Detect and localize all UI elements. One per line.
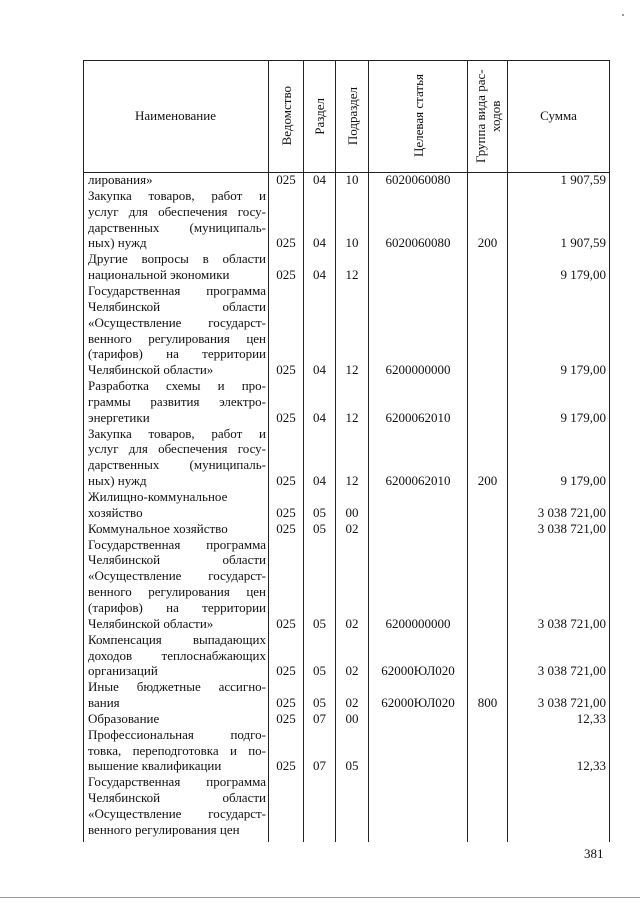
row-pod: 02: [345, 663, 359, 679]
row-name-line: вания: [88, 695, 120, 711]
row-sum: 1 907,59: [560, 235, 606, 251]
row-ved: 025: [276, 267, 296, 283]
row-raz: 05: [313, 504, 326, 520]
row-name-line: Компенсация выпадающих: [88, 631, 266, 647]
row-pod: 02: [345, 615, 359, 631]
row-name-line: венного регулирования цен: [88, 584, 266, 600]
row-name-line: Разработка схемы и про-: [88, 378, 266, 394]
row-name-line: «Осуществление государст-: [88, 568, 266, 584]
row-pod: 12: [345, 409, 359, 425]
row-cel: 62000ЮЛ020: [381, 663, 455, 679]
col-border: [609, 60, 610, 842]
row-pod: 10: [345, 172, 359, 187]
row-ved: 025: [276, 362, 296, 378]
row-name-line: лирования»: [88, 172, 153, 187]
budget-table: [83, 60, 610, 842]
row-sum: 9 179,00: [560, 267, 606, 283]
row-name-line: граммы развития электро-: [88, 393, 266, 409]
row-ved: 025: [276, 758, 296, 774]
row-raz: 05: [313, 695, 326, 711]
header-name: [83, 60, 268, 172]
row-sum: 3 038 721,00: [537, 663, 606, 679]
row-raz: 05: [313, 520, 326, 536]
row-raz: 07: [313, 710, 326, 726]
row-name-line: Другие вопросы в области: [88, 251, 266, 267]
row-name-line: энергетики: [88, 409, 150, 425]
row-pod: 10: [345, 235, 359, 251]
row-cel: 6200062010: [385, 409, 451, 425]
row-pod: 05: [345, 758, 359, 774]
row-grp: 200: [477, 235, 498, 251]
row-sum: 3 038 721,00: [537, 504, 606, 520]
row-ved: 025: [276, 615, 296, 631]
row-raz: 05: [313, 615, 326, 631]
row-sum: 9 179,00: [560, 362, 606, 378]
row-pod: 00: [345, 504, 359, 520]
row-name-line: Челябинской области: [88, 790, 266, 806]
row-raz: 04: [313, 235, 326, 251]
row-cel: 6020060080: [385, 235, 451, 251]
row-name-line: услуг для обеспечения госу-: [88, 203, 266, 219]
row-raz: 04: [313, 473, 326, 489]
row-cel: 6200000000: [385, 362, 451, 378]
row-name-line: Жилищно-коммунальное: [88, 489, 228, 504]
row-cel: 6200062010: [385, 473, 451, 489]
row-grp: 200: [477, 473, 498, 489]
row-pod: 12: [345, 362, 359, 378]
row-name-line: Государственная программа: [88, 282, 266, 298]
row-name-line: «Осуществление государст-: [88, 806, 266, 821]
row-pod: 02: [345, 695, 359, 711]
row-name-line: Закупка товаров, работ и: [88, 187, 266, 203]
row-raz: 05: [313, 663, 326, 679]
row-pod: 12: [345, 267, 359, 283]
header-gruppa: [468, 60, 507, 172]
row-name-line: венного регулирования цен: [88, 821, 240, 837]
header-summa-label: Сумма: [540, 108, 577, 123]
row-name-line: Образование: [88, 710, 160, 726]
row-sum: 12,33: [576, 758, 606, 774]
header-summa: [508, 60, 609, 172]
row-name-line: Челябинской области: [88, 552, 266, 568]
page-number: 381: [584, 846, 604, 861]
row-name-line: Закупка товаров, работ и: [88, 425, 266, 441]
header-podrazdel-label: Подраздел: [344, 86, 360, 146]
col-border: [467, 60, 468, 842]
row-grp: 800: [477, 695, 498, 711]
header-name-label: Наименование: [135, 108, 216, 123]
row-name-line: Челябинской области»: [88, 362, 214, 378]
row-ved: 025: [276, 235, 296, 251]
row-name-line: хозяйство: [88, 504, 143, 520]
header-razdel-label: Раздел: [312, 97, 327, 135]
row-raz: 04: [313, 267, 326, 283]
row-name-line: дарственных (муниципаль-: [88, 219, 266, 235]
row-sum: 12,33: [576, 710, 606, 726]
header-celevaya: [369, 60, 467, 172]
header-vedomstvo: [269, 60, 303, 172]
row-raz: 04: [313, 409, 326, 425]
row-cel: 62000ЮЛ020: [381, 695, 455, 711]
row-ved: 025: [276, 504, 296, 520]
row-ved: 025: [276, 695, 296, 711]
col-border: [83, 60, 84, 842]
row-name-line: Профессиональная подго-: [88, 726, 266, 742]
row-ved: 025: [276, 172, 296, 187]
row-pod: 00: [345, 710, 359, 726]
row-name-line: Челябинской области: [88, 298, 266, 314]
row-pod: 12: [345, 473, 359, 489]
row-sum: 3 038 721,00: [537, 695, 606, 711]
row-name-line: ных) нужд: [88, 473, 147, 489]
scan-speck: [622, 14, 624, 16]
header-gruppa-label: Группа вида рас-ходов: [472, 69, 503, 163]
row-sum: 1 907,59: [560, 172, 606, 187]
row-name-line: товка, переподготовка и по-: [88, 742, 266, 758]
header-vedomstvo-label: Ведомство: [278, 86, 294, 146]
row-sum: 9 179,00: [560, 473, 606, 489]
header-razdel: [304, 60, 335, 172]
row-name-line: Иные бюджетные ассигно-: [88, 679, 266, 695]
row-ved: 025: [276, 473, 296, 489]
row-raz: 07: [313, 758, 326, 774]
row-name-line: «Осуществление государст-: [88, 314, 266, 330]
row-name-line: организаций: [88, 663, 158, 679]
row-ved: 025: [276, 409, 296, 425]
row-sum: 3 038 721,00: [537, 520, 606, 536]
row-ved: 025: [276, 710, 296, 726]
row-sum: 3 038 721,00: [537, 615, 606, 631]
row-name-line: Челябинской области»: [88, 615, 214, 631]
row-name-line: венного регулирования цен: [88, 330, 266, 346]
row-name-line: (тарифов) на территории: [88, 346, 266, 362]
row-name-line: Государственная программа: [88, 774, 266, 790]
row-ved: 025: [276, 663, 296, 679]
row-name-line: национальной экономики: [88, 267, 230, 283]
row-pod: 02: [345, 520, 359, 536]
row-name-line: Государственная программа: [88, 536, 266, 552]
row-name-line: дарственных (муниципаль-: [88, 457, 266, 473]
row-cel: 6020060080: [385, 172, 451, 187]
header-podrazdel: [336, 60, 368, 172]
row-sum: 9 179,00: [560, 409, 606, 425]
row-name-line: Коммунальное хозяйство: [88, 520, 228, 536]
row-name-line: услуг для обеспечения госу-: [88, 441, 266, 457]
header-celevaya-label: Целевая статья: [410, 74, 426, 158]
row-name-line: ных) нужд: [88, 235, 147, 251]
footer-rule: [0, 897, 640, 898]
row-name-line: доходов теплоснабжающих: [88, 647, 266, 663]
row-raz: 04: [313, 172, 326, 187]
row-ved: 025: [276, 520, 296, 536]
row-name-line: вышение квалификации: [88, 758, 222, 774]
row-raz: 04: [313, 362, 326, 378]
row-name-line: (тарифов) на территории: [88, 599, 266, 615]
row-cel: 6200000000: [385, 615, 451, 631]
